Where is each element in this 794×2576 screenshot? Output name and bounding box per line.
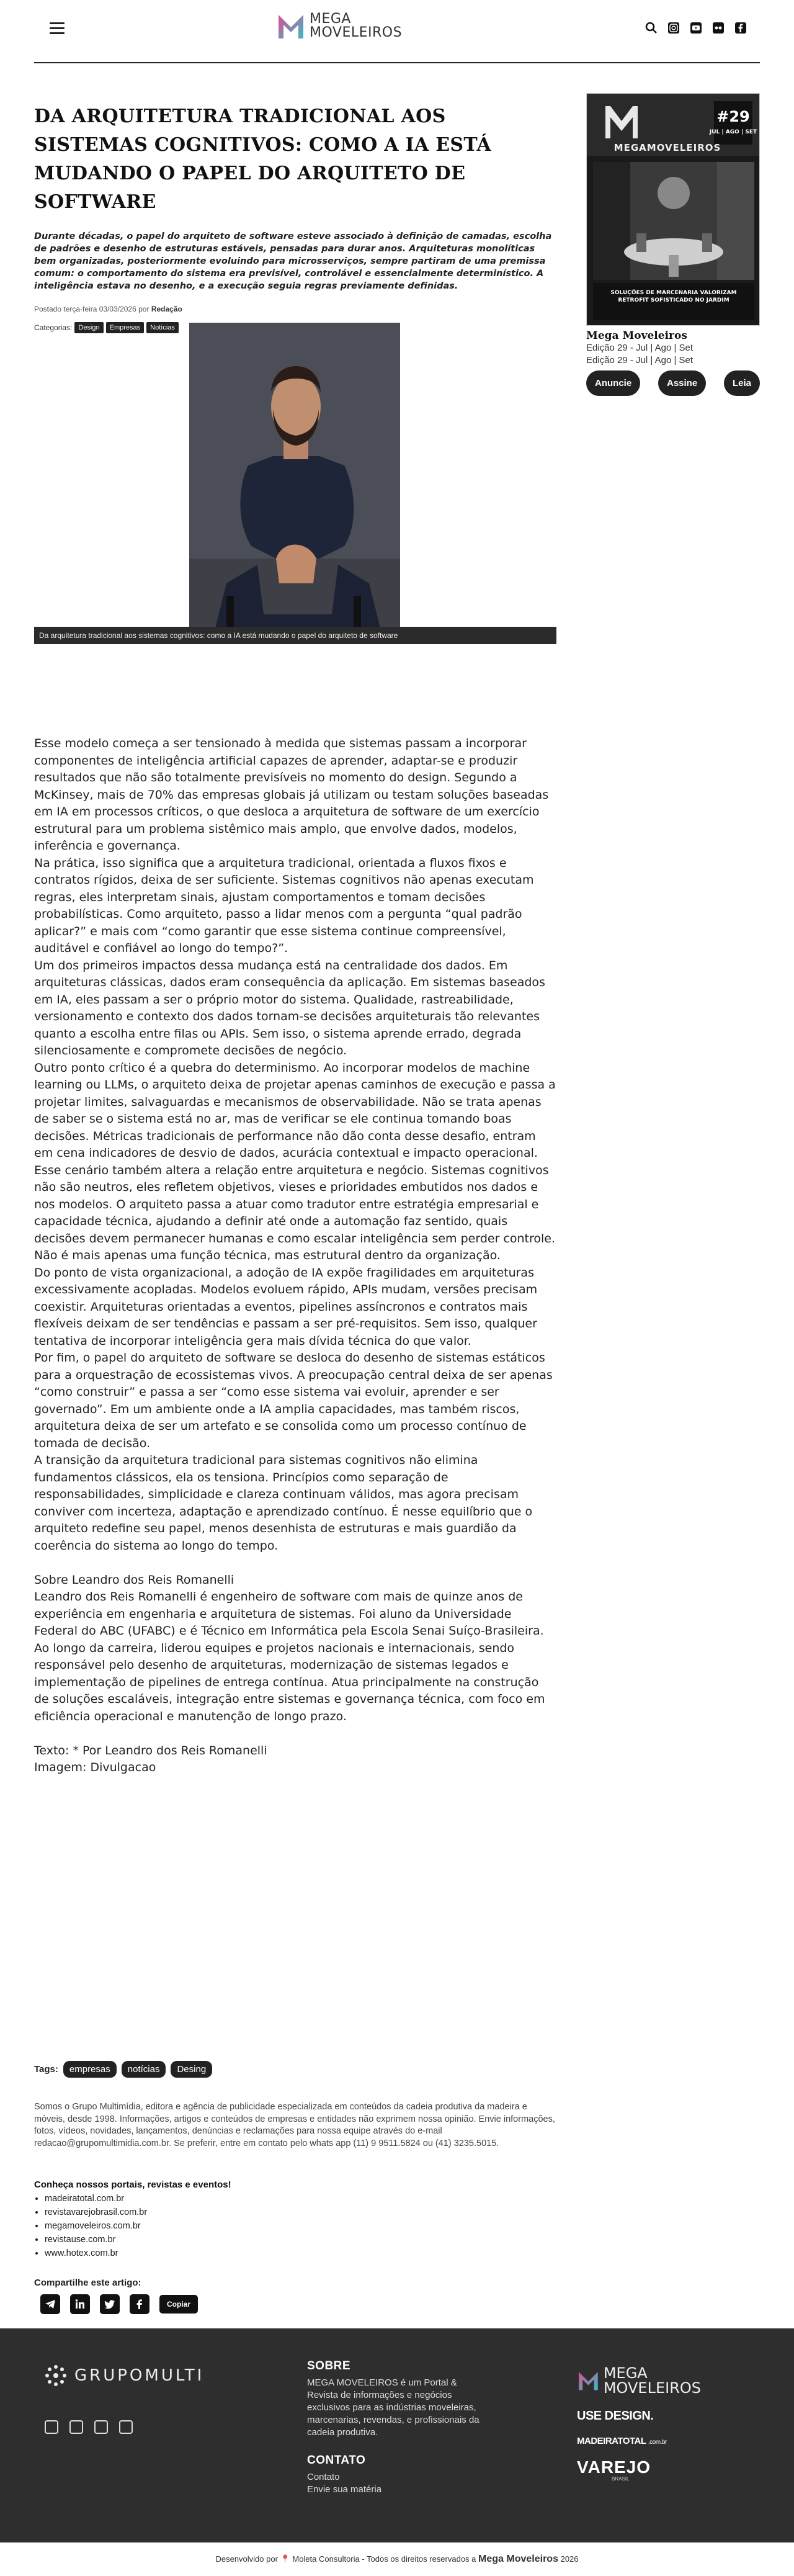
body-paragraph: Outro ponto crítico é a quebra do determinismo. Ao incorporar modelos de machine learning ou LLMs, o arquiteto deixa de projetar apenas caminhos de execução e passa a projetar limites, salvaguardas e mecanismos de observabilidade. Não se trata apenas de saber se o sistema está no ar, mas de verificar se ele continua tomando boas decisões. Métricas tradicionais de performance não dão conta desse desafio, entram em cena indicadores de desvio de dados, acurácia contextual e impacto operacional. [34,1061,556,1160]
tags-label: Tags: [34,2064,58,2075]
site-header [0,0,794,62]
footer-about [307,2359,487,2496]
grupomulti-icon [43,2363,68,2388]
photo-caption: Da arquitetura tradicional aos sistemas cognitivos: como a IA está mudando o papel do arquiteto de software [34,627,556,644]
portal-link[interactable]: • megamoveleiros.com.br [45,2219,147,2233]
body-paragraph: Na prática, isso significa que a arquitetura tradicional, orientada a fluxos fixos e contratos rígidos, deixa de ser suficiente. Sistemas cognitivos não apenas executam regras, eles interpretam sinais, ajustam comportamentos e tomam decisões probabilísticas. Como arquiteto, passo a lidar menos com a pergunta “qual padrão aplicar?” e mais com “como garantir que esse sistema continue compreensível, auditável e confiável ao longo do tempo?”. [34,856,534,955]
flickr-icon[interactable] [711,21,725,35]
brand-mega-moveleiros[interactable] [577,2366,701,2395]
magazine-name: Mega Moveleiros [586,330,687,342]
facebook-share-icon[interactable] [130,2294,149,2314]
flickr-icon[interactable] [94,2420,108,2434]
brand-madeira-sub: .com.br [648,2439,667,2446]
instagram-icon[interactable] [45,2420,58,2434]
bio-paragraph: Ao longo da carreira, liderou equipes e projetos nacionais e internacionais, sendo responsável pelo desenho de arquiteturas, modernização de sistemas legados e implementação de pipelines de entrega contínua. Atua principalmente na construção de soluções escaláveis, integração entre sistemas e governança técnica, com foco em eficiência operacional e manutenção de longo prazo. [34,1641,545,1723]
portal-link[interactable]: • revistavarejobrasil.com.br [45,2206,147,2219]
logo-line-2: MOVELEIROS [310,25,403,40]
tag-chip[interactable]: empresas [63,2061,117,2078]
footer-brands [577,2366,701,2482]
footer-social [45,2420,133,2434]
category-chip[interactable]: Design [74,322,103,333]
disclaimer: Somos o Grupo Multimídia, editora e agência de publicidade especializada em conteúdos da cadeia produtiva da madeira e móveis, desde 1998. Informações, artigos e conteúdos de empresas e entidades não exprimem nossa opinião. Envie informações, fotos, vídeos, novidades, lançamentos, denúncias e reclamações para nossa equipe através do e-mail redacao@grupomultimidia.com.br. Se preferir, entre em contato pelo whats app (11) 9 9511.5824 ou (41) 3235.5015. [34,2102,555,2148]
brand-varejo-brasil[interactable] [577,2459,701,2482]
rights-text: - Todos os direitos reservados a [362,2554,476,2564]
author-photo [189,323,400,633]
body-paragraph: Esse cenário também altera a relação entre arquitetura e negócio. Sistemas cognitivos não são neutros, eles refletem objetivos, vieses e prioridades embutidos nos dados e nos modelos. O arquiteto passa a atuar como tradutor entre estratégia empresarial e capacidade técnica, ajudando a definir até onde a automação faz sentido, quais decisões devem permanecer humanas e como escalar inteligência sem perder controle. Não é mais apenas uma função técnica, mas estrutural dentro da organização. [34,1163,556,1262]
leia-button[interactable]: Leia [724,370,760,396]
category-chip[interactable]: Empresas [106,322,145,333]
rights-brand: Mega Moveleiros [478,2554,558,2564]
youtube-icon[interactable] [69,2420,83,2434]
category-chip[interactable]: Notícias [146,322,179,333]
cover-months: JUL | AGO | SET [709,129,757,135]
copy-link-button[interactable]: Copiar [159,2295,198,2313]
dev-prefix: Desenvolvido por [215,2554,278,2564]
logo-line-1: MEGA [310,11,351,27]
cover-headline: SOLUÇÕES DE MARCENARIA VALORIZAM RETROFIT SOFISTICADO NO JARDIM [610,290,737,303]
cover-issue: #29 [716,108,750,125]
assine-button[interactable]: Assine [658,370,706,396]
contact-title: CONTATO [307,2454,366,2467]
edition-line: Edição 29 - Jul | Ago | Set [586,343,694,353]
brand-use-design[interactable]: USE DESIGN. [577,2409,654,2423]
grupomulti-text: GRUPOMULTI [74,2366,205,2385]
magazine-cover[interactable] [586,93,760,326]
brand-varejo-sub: BRASIL [612,2476,630,2482]
tags [34,2061,212,2078]
portal-link[interactable]: • www.hotex.com.br [45,2246,147,2260]
logo-m-icon [276,11,306,41]
portal-link[interactable]: • madeiratotal.com.br [45,2192,147,2206]
header-icons [645,21,747,35]
share-title: Compartilhe este artigo: [34,2278,141,2288]
dev-company-icon: 📍 [280,2554,290,2564]
brand-mega-2: MOVELEIROS [603,2379,701,2397]
article-title: DA ARQUITETURA TRADICIONAL AOS SISTEMAS COGNITIVOS: COMO A IA ESTÁ MUDANDO O PAPEL DO ARQUITETO DE SOFTWARE [34,105,491,213]
post-author[interactable]: Redação [151,305,182,313]
linkedin-share-icon[interactable] [70,2294,90,2314]
instagram-icon[interactable] [667,21,680,35]
portal-link[interactable]: • revistause.com.br [45,2233,147,2246]
article-body [34,735,556,1777]
about-text: MEGA MOVELEIROS é um Portal & Revista de informações e negócios exclusivos para as indústrias moveleiras, marcenarias, revendas, e profissionais da cadeia produtiva. [307,2377,480,2438]
anuncie-button[interactable]: Anuncie [586,370,640,396]
submit-article-link[interactable]: Envie sua matéria [307,2484,382,2495]
article [34,102,556,640]
mega-logo-icon [577,2366,600,2395]
about-title: SOBRE [307,2359,351,2372]
brand-mega-1: MEGA [603,2364,648,2382]
copyright-bar [0,2542,794,2576]
facebook-icon[interactable] [119,2420,133,2434]
categories-label: Categorias: [34,323,73,332]
bio-paragraph: Leandro dos Reis Romanelli é engenheiro de software com mais de quinze anos de experiência em engenharia e arquitetura de sistemas. Foi aluno da Universidade Federal do ABC (UFABC) e é Técnico em Informática pela Escola Senai Suíço-Brasileira. [34,1590,544,1638]
brand-madeiratotal[interactable] [577,2436,701,2446]
header-divider [34,62,760,63]
bio-title: Sobre Leandro dos Reis Romanelli [34,1573,234,1587]
telegram-share-icon[interactable] [40,2294,60,2314]
body-paragraph: Do ponto de vista organizacional, a adoção de IA expõe fragilidades em arquiteturas excessivamente acopladas. Modelos evoluem rápido, APIs mudam, versões precisam coexistir. Arquiteturas orientadas a eventos, pipelines assíncronos e contratos mais flexíveis deixam de ser tendências e passam a ser pré-requisitos. Sem isso, qualquer tentativa de incorporar inteligência gera mais dívida técnica do que valor. [34,1265,538,1348]
credit-text: Texto: * Por Leandro dos Reis Romanelli [34,1743,267,1757]
tag-chip[interactable]: Desing [171,2061,212,2078]
article-lede: Durante décadas, o papel do arquiteto de software esteve associado à definição de camadas, escolha de padrões e desenho de estruturas estáveis, pensadas para durar anos. Arquiteturas monolíticas bem organizadas, posteriormente evoluindo para microsserviços, sempre partiram de uma premissa comum: o comportamento do sistema era previsível, controlável e essencialmente determinístico. A inteligência estava no desenho, e a execução seguia regras previamente definidas. [34,231,552,291]
body-paragraph: Esse modelo começa a ser tensionado à medida que sistemas passam a incorporar componentes de inteligência artificial capazes de aprender, adaptar-se e produzir resultados que não são totalmente previsíveis no momento do design. Segundo a McKinsey, mais de 70% das empresas globais já utilizam ou testam soluções baseadas em IA em processos críticos, o que desloca a arquitetura de software de um exercício estrutural para um problema sistêmico mais amplo, que envolve dados, modelos, inferência e governança. [34,737,549,853]
brand-madeira-name: MADEIRATOTAL [577,2436,646,2446]
body-paragraph: A transição da arquitetura tradicional para sistemas cognitivos não elimina fundamentos clássicos, ela os tensiona. Princípios como separação de responsabilidades, simplicidade e clareza continuam válidos, mas agora precisam conviver com incerteza, adaptação e aprendizado contínuo. É nesse equilíbrio que o arquiteto redefine seu papel, menos desenhista de estruturas e mais guardião da coerência do sistema ao longo do tempo. [34,1453,533,1553]
edition-line: Edição 29 - Jul | Ago | Set [586,355,694,366]
twitter-share-icon[interactable] [100,2294,120,2314]
credit-image: Imagem: Divulgacao [34,1761,156,1774]
rights-year: 2026 [560,2554,579,2564]
contact-link[interactable]: Contato [307,2472,340,2482]
share-buttons [40,2294,198,2314]
facebook-icon[interactable] [734,21,747,35]
body-paragraph: Por fim, o papel do arquiteto de software se desloca do desenho de sistemas estáticos para a orquestração de ecossistemas vivos. A preocupação central deixa de ser apenas “como construir” e passa a ser “como esse sistema vai evoluir, aprender e ser governado”. Em um ambiente onde a IA amplia capacidades, mas também riscos, arquitetura deixa de ser um artefato e se consolida como um processo contínuo de tomada de decisão. [34,1351,553,1450]
dev-company[interactable]: Moleta Consultoria [292,2554,360,2564]
site-logo[interactable] [276,11,402,41]
body-paragraph: Um dos primeiros impactos dessa mudança está na centralidade dos dados. Em arquiteturas clássicas, dados eram consequência da aplicação. Em sistemas baseados em IA, eles passam a ser o próprio motor do sistema. Qualidade, rastreabilidade, versionamento e contexto dos dados tornam-se decisões arquiteturais tão relevantes quanto a escolha entre filas ou APIs. Sem isso, o sistema aprende errado, degrada silenciosamente e compromete decisões de negócio. [34,958,545,1057]
tag-chip[interactable]: notícias [122,2061,166,2078]
portals-list [45,2192,147,2260]
brand-varejo-name: VAREJO [577,2457,651,2477]
sidebar-buttons [586,370,760,396]
search-icon[interactable] [645,21,658,35]
post-date: Postado terça-feira 03/03/2026 por [34,305,149,313]
sidebar [586,93,760,396]
cover-brand: MEGAMOVELEIROS [613,142,721,153]
article-meta [34,305,556,313]
grupomulti-logo[interactable] [43,2363,204,2388]
site-footer [0,2328,794,2542]
menu-icon[interactable] [50,22,65,35]
youtube-icon[interactable] [689,21,703,35]
portals-title: Conheça nossos portais, revistas e eventos! [34,2179,231,2190]
